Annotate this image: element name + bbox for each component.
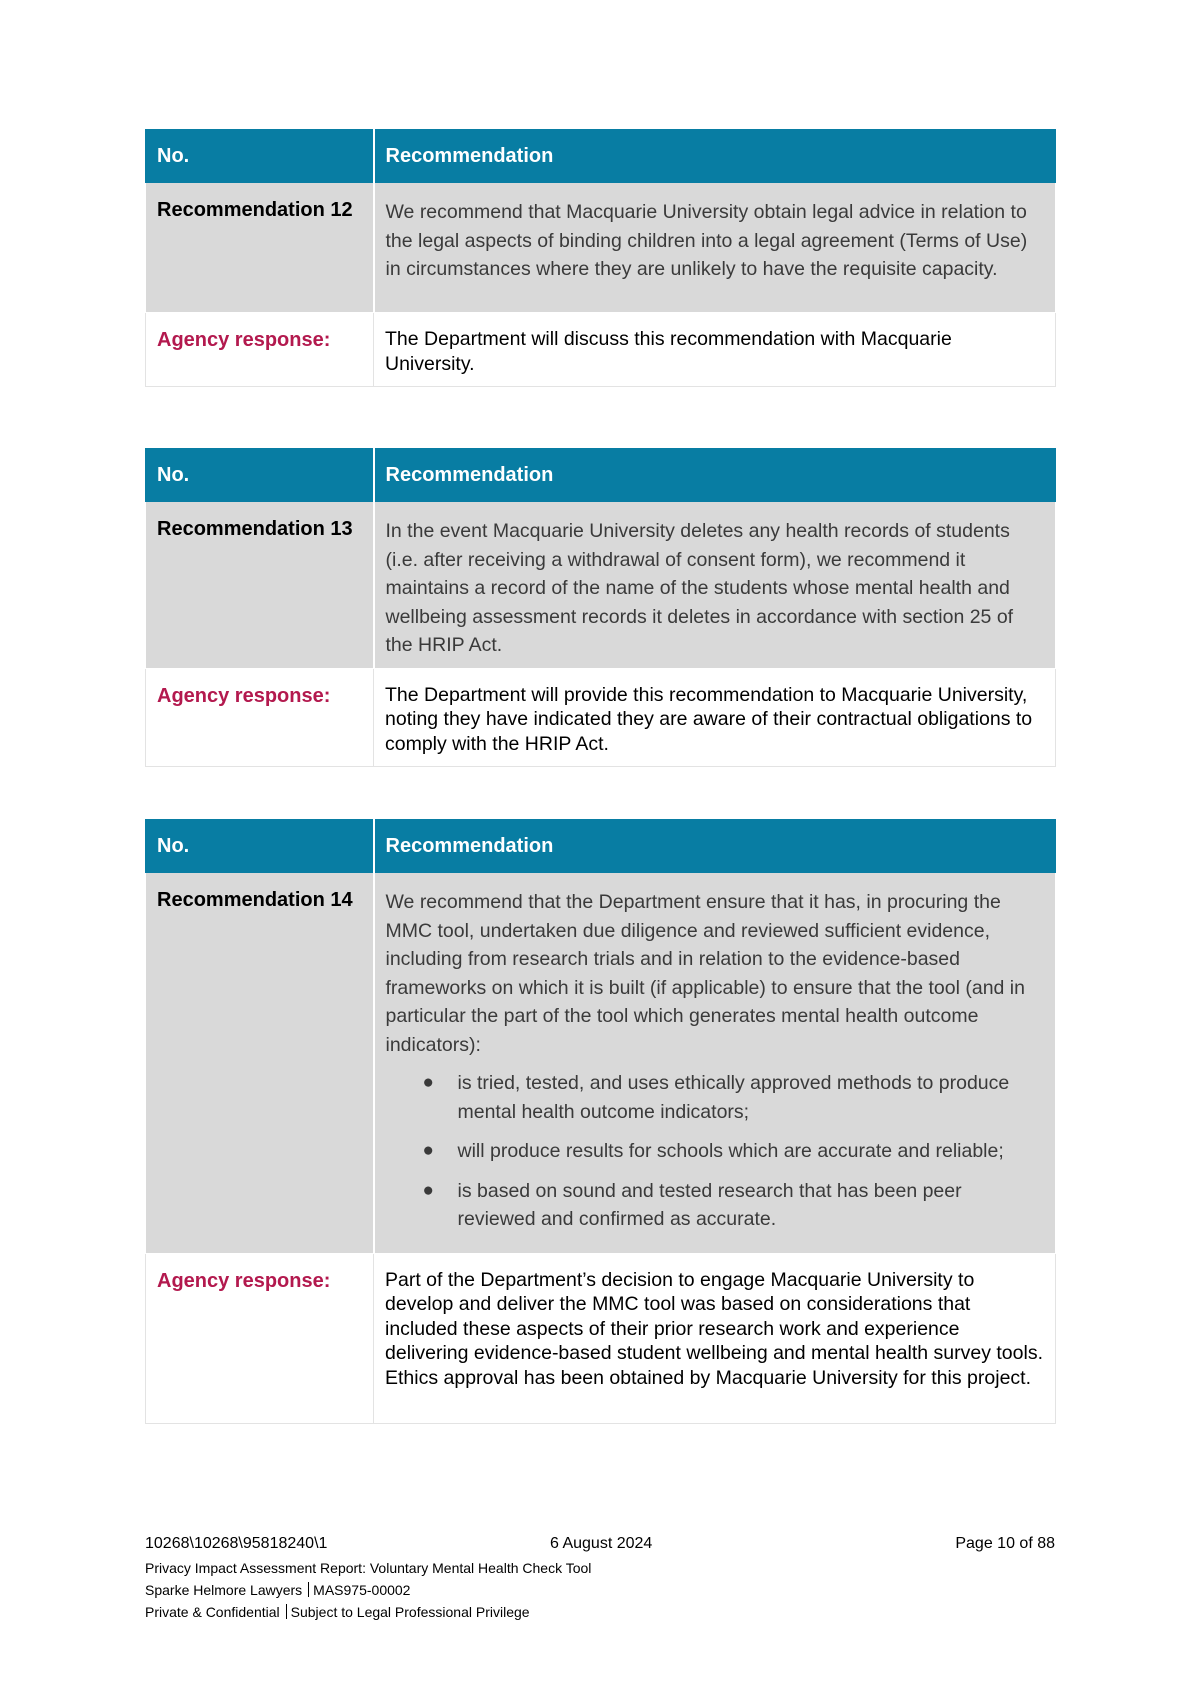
report-title: Privacy Impact Assessment Report: Voluntary Mental Health Check Tool [145, 1560, 592, 1576]
matter-number: MAS975-00002 [313, 1582, 411, 1598]
bullet-text: is tried, tested, and uses ethically approved methods to produce mental health outcome indicators; [457, 1072, 1010, 1123]
recommendation-row [146, 873, 1056, 1254]
recommendation-bullet-list [386, 1069, 1046, 1234]
privilege-label: Subject to Legal Professional Privilege [290, 1604, 530, 1620]
list-item [386, 1137, 1046, 1166]
bullet-icon: ● [422, 1072, 434, 1093]
response-row [146, 1253, 1056, 1423]
separator [286, 1604, 287, 1619]
header-no: No. [146, 130, 374, 183]
header-no: No. [146, 820, 374, 873]
header-no: No. [146, 449, 374, 502]
recommendation-row [146, 183, 1056, 313]
bullet-icon: ● [422, 1179, 434, 1201]
agency-response-label: Agency response: [146, 313, 374, 387]
header-recommendation: Recommendation [374, 820, 1056, 873]
bullet-text: will produce results for schools which are accurate and reliable; [457, 1140, 1004, 1162]
document-reference: 10268\10268\95818240\1 [145, 1535, 328, 1552]
list-item [386, 1069, 1046, 1126]
firm-name: Sparke Helmore Lawyers [145, 1582, 303, 1598]
agency-response-text: Part of the Department’s decision to engage Macquarie University to develop and deliver the MMC tool was based on considerations that included these aspects of their prior research work and experience delivering evidence-based student wellbeing and mental health survey tools. Ethics approval has been obtained by Macquarie University for this project. [374, 1253, 1056, 1423]
recommendation-cell [374, 873, 1056, 1254]
agency-response-label: Agency response: [146, 1253, 374, 1423]
header-recommendation: Recommendation [374, 130, 1056, 183]
document-date: 6 August 2024 [550, 1535, 653, 1552]
agency-response-label: Agency response: [146, 668, 374, 767]
confidential-label: Private & Confidential [145, 1604, 280, 1620]
table-header-row [146, 130, 1056, 183]
header-recommendation: Recommendation [374, 449, 1056, 502]
recommendation-row [146, 502, 1056, 669]
page-number: Page 10 of 88 [955, 1535, 1055, 1552]
table-header-row [146, 820, 1056, 873]
page-footer [145, 1535, 1055, 1623]
confidentiality-line [145, 1601, 1055, 1623]
table-header-row [146, 449, 1056, 502]
bullet-text: is based on sound and tested research that has been peer reviewed and confirmed as accurate. [457, 1179, 962, 1230]
separator [308, 1582, 309, 1597]
recommendation-number: Recommendation 12 [146, 183, 374, 313]
firm-line [145, 1579, 1055, 1601]
response-row [146, 668, 1056, 767]
recommendation-text: We recommend that the Department ensure that it has, in procuring the MMC tool, undertaken due diligence and reviewed sufficient evidence, including from research trials and in relation to the evidence-based frameworks on which it is built (if applicable) to ensure that the tool (and in particular the part of the tool which generates mental health outcome indicators): [385, 891, 1025, 1056]
recommendation-table-13 [145, 448, 1056, 767]
recommendation-number: Recommendation 13 [146, 502, 374, 669]
recommendation-number: Recommendation 14 [146, 873, 374, 1254]
list-item [386, 1177, 1046, 1234]
bullet-icon: ● [422, 1140, 434, 1161]
recommendation-table-14 [145, 819, 1056, 1424]
response-row [146, 313, 1056, 387]
recommendation-text: In the event Macquarie University deletes any health records of students (i.e. after receiving a withdrawal of consent form), we recommend it maintains a record of the name of the students whose mental health and wellbeing assessment records it deletes in accordance with section 25 of the HRIP Act. [374, 502, 1056, 669]
agency-response-text: The Department will discuss this recommendation with Macquarie University. [374, 313, 1056, 387]
agency-response-text: The Department will provide this recommendation to Macquarie University, noting they have indicated they are aware of their contractual obligations to comply with the HRIP Act. [374, 668, 1056, 767]
recommendation-table-12 [145, 129, 1056, 387]
footer-top-line [145, 1535, 1055, 1557]
recommendation-text: We recommend that Macquarie University obtain legal advice in relation to the legal aspects of binding children into a legal agreement (Terms of Use) in circumstances where they are unlikely to have the requisite capacity. [374, 183, 1056, 313]
